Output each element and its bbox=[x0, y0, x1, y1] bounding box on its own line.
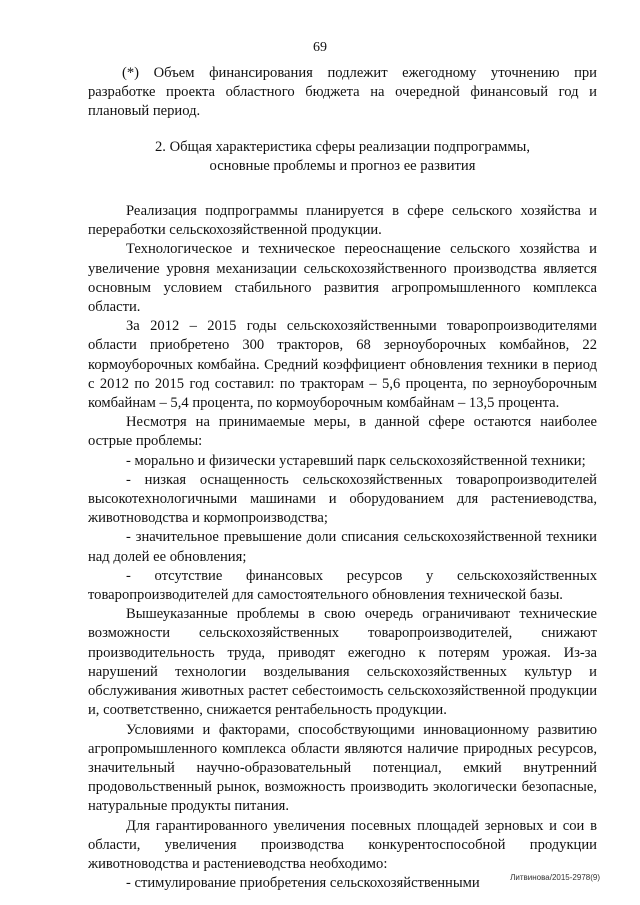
paragraph: За 2012 – 2015 годы сельскохозяйственными товаропроизводителями области приобретено 300 тракторов, 68 зерноуборочных комбайнов, 22 кормоуборочных комбайна. Средний коэффициент обновления техники в период с 2012 по 2015 год составил: по тракторам – 5,6 процента, по зерноуборочным комбайнам – 5,4 процента, по кормоуборочным комбайнам – 13,5 процента. bbox=[88, 318, 597, 412]
section-heading bbox=[88, 138, 597, 176]
list-item: - низкая оснащенность сельскохозяйственных товаропроизводителей высокотехнологичными машинами и оборудованием для растениеводства, животноводства и кормопроизводства; bbox=[88, 471, 597, 527]
list-item: - значительное превышение доли списания сельскохозяйственной техники над долей ее обновления; bbox=[88, 529, 597, 565]
page-number: 69 bbox=[313, 40, 327, 55]
footer-code: Литвинова/2015-2978(9) bbox=[510, 873, 600, 882]
list-item: - стимулирование приобретения сельскохозяйственными bbox=[126, 875, 480, 892]
paragraph: Реализация подпрограммы планируется в сфере сельского хозяйства и переработки сельскохозяйственной продукции. bbox=[88, 203, 597, 239]
section-heading-line-1: 2. Общая характеристика сферы реализации подпрограммы, bbox=[154, 138, 531, 155]
section-heading-line-2: основные проблемы и прогноз ее развития bbox=[209, 157, 476, 174]
document-body bbox=[88, 64, 597, 893]
paragraph: Технологическое и техническое переоснащение сельского хозяйства и увеличение уровня механизации сельскохозяйственного производства является основным условием стабильного развития агропромышленного комплекса области. bbox=[88, 241, 597, 316]
paragraph: Вышеуказанные проблемы в свою очередь ограничивают технические возможности сельскохозяйственных товаропроизводителей, снижают производительность труда, приводят ежегодно к потерям урожая. Из-за нарушений технологии возделывания сельскохозяйственных культур и обслуживания животных растет себестоимость сельскохозяйственной продукции и, соответственно, снижается рентабельность продукции. bbox=[88, 606, 597, 719]
paragraph: Для гарантированного увеличения посевных площадей зерновых и сои в области, увеличения производства конкурентоспособной продукции животноводства и растениеводства необходимо: bbox=[88, 817, 597, 872]
paragraph: Условиями и факторами, способствующими инновационному развитию агропромышленного комплекса области являются наличие природных ресурсов, значительный научно-образовательный потенциал, емкий внутренний продовольственный рынок, возможность производить экологически безопасные, натуральные продукты питания. bbox=[88, 721, 597, 815]
list-item: - отсутствие финансовых ресурсов у сельскохозяйственных товаропроизводителей для самостоятельного обновления технической базы. bbox=[88, 567, 597, 604]
footnote: (*) Объем финансирования подлежит ежегодному уточнению при разработке проекта областного бюджета на очередной финансовый год и плановый период. bbox=[88, 65, 597, 120]
list-item: - морально и физически устаревший парк сельскохозяйственной техники; bbox=[126, 452, 586, 469]
paragraph: Несмотря на принимаемые меры, в данной сфере остаются наиболее острые проблемы: bbox=[88, 414, 597, 450]
